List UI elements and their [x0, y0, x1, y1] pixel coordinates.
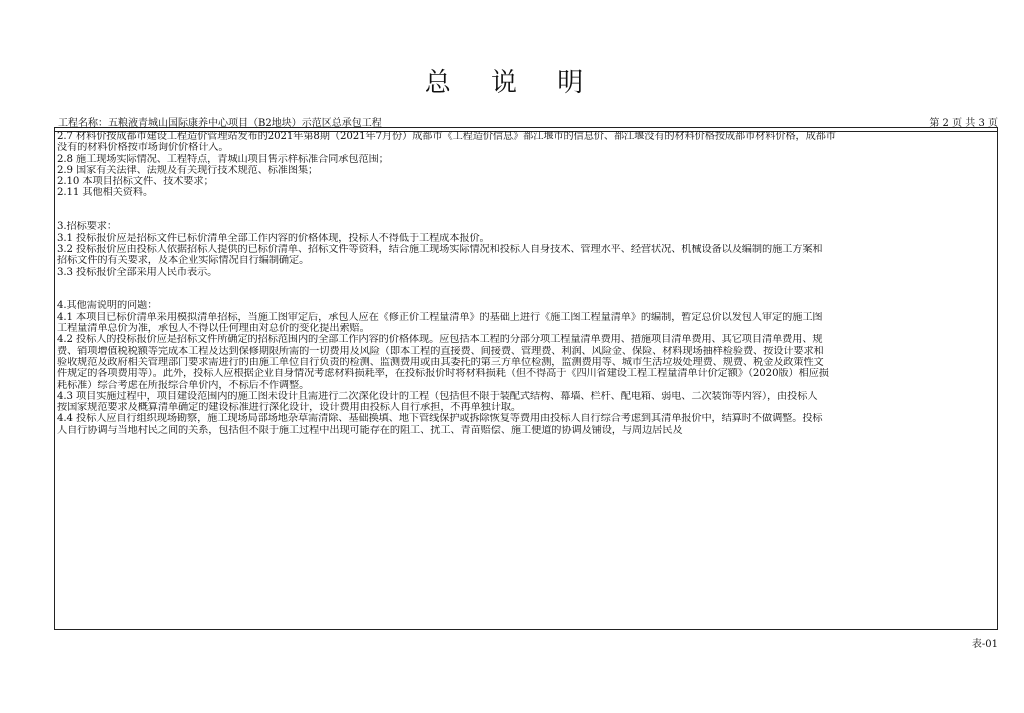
body-line: 2.10 本项目招标文件、技术要求；	[57, 176, 214, 188]
body-line: 4.3 项目实施过程中，项目建设范围内的施工图未设计且需进行二次深化设计的工程（包括但不限于装配式结构、幕墙、栏杆、配电箱、弱电、二次装饰等内容），由投标人	[57, 390, 818, 402]
body-line: 2.7 材料价按成都市建设工程造价管理站发布的2021年第8期（2021年7月份）成都市《工程造价信息》都江堰市的信息价、都江堰没有的材料价格按成都市材料价格，成都市	[57, 131, 836, 142]
document-title: 总 说 明	[424, 68, 600, 98]
body-line: 4.1 本项目已标价清单采用模拟清单招标，当施工图审定后，承包人应在《修正价工程量清单》的基础上进行《施工图工程量清单》的编制，暂定总价以发包人审定的施工图	[57, 311, 823, 323]
blank-line	[57, 199, 997, 210]
body-line: 3.1 投标报价应是招标文件已标价清单全部工作内容的价格体现，投标人不得低于工程成本报价。	[57, 232, 490, 244]
section-heading: 4.其他需说明的问题：	[57, 300, 158, 312]
form-code: 表-01	[971, 639, 998, 650]
body-line: 工程量清单总价为准，承包人不得以任何理由对总价的变化提出索赔。	[57, 323, 370, 335]
body-line: 验收规范及政府相关管理部门要求需进行的由施工单位自行负责的检测、监测费用或由其委托的第三方单位检测，监测费用等、城市生活垃圾处理费、规费、税金及政策性文	[57, 356, 824, 368]
blank-line	[57, 210, 997, 221]
body-line: 2.8 施工现场实际情况、工程特点，青城山项目售示样标准合同承包范围；	[57, 153, 389, 165]
project-name: 工程名称：五粮液青城山国际康养中心项目（B2地块）示范区总承包工程	[58, 118, 382, 129]
page-indicator: 第 2 页 共 3 页	[929, 118, 998, 129]
section-heading: 3.招标要求：	[57, 221, 117, 233]
blank-line	[57, 278, 997, 289]
body-line: 2.9 国家有关法律、法规及有关现行技术规范、标准图集；	[57, 164, 319, 176]
body-line: 耗标准）综合考虑在所报综合单价内，不标后不作调整。	[57, 379, 310, 391]
body-line: 招标文件的有关要求，及本企业实际情况自行编制确定。	[57, 255, 310, 267]
description-body	[57, 131, 997, 436]
body-line: 没有的材料价格按市场询价价格计入。	[57, 142, 229, 154]
body-line: 人自行协调与当地村民之间的关系，包括但不限于施工过程中出现可能存在的阻工、扰工、青苗赔偿、施工便道的协调及铺设，与周边居民及	[57, 424, 683, 436]
body-line: 2.11 其他相关资料。	[57, 187, 154, 199]
body-line: 3.3 投标报价全部采用人民币表示。	[57, 266, 218, 278]
body-line: 按国家规范要求及概算清单确定的建设标准进行深化设计，设计费用由投标人自行承担，不再单独计取。	[57, 402, 522, 414]
body-line: 3.2 投标报价应由投标人依据招标人提供的已标价清单、招标文件等资料，结合施工现场实际情况和投标人自身技术、管理水平、经营状况、机械设备以及编制的施工方案和	[57, 243, 823, 255]
body-line: 件规定的各项费用等）。此外，投标人应根据企业自身情况考虑材料损耗率，在投标报价时将材料损耗（但不得高于《四川省建设工程工程量清单计价定额》（2020版）相应损	[57, 368, 829, 380]
body-line: 4.2 投标人的投标报价应是招标文件所确定的招标范围内的全部工作内容的价格体现。应包括本工程的分部分项工程量清单费用、措施项目清单费用、其它项目清单费用、规	[57, 334, 823, 346]
body-line: 4.4 投标人应自行组织现场勘察，施工现场局部场地杂草需清除、基础换填、地下管线保护或拆除恢复等费用由投标人自行综合考虑到其清单报价中，结算时不做调整。投标	[57, 413, 823, 425]
blank-line	[57, 289, 997, 300]
body-line: 费、销项增值税税额等完成本工程及达到保修期限所需的一切费用及风险（即本工程的直接费、间接费、管理费、利润、风险金、保险、材料现场抽样检验费、按设计要求和	[57, 345, 824, 357]
